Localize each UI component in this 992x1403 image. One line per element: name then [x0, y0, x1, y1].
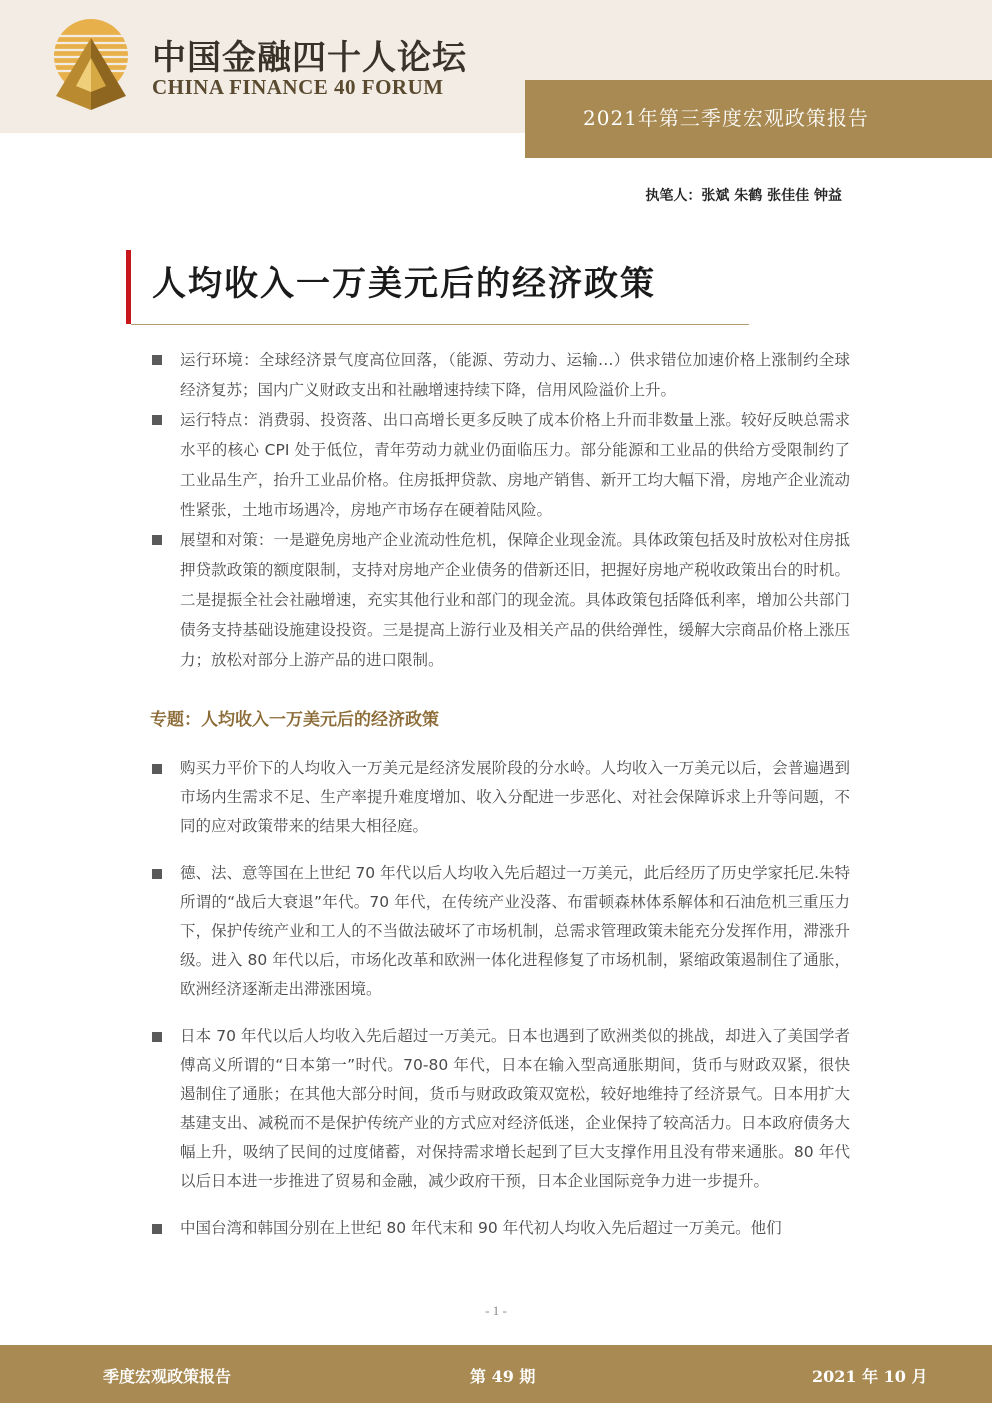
footer-report-name: 季度宏观政策报告 — [103, 1367, 232, 1386]
footer-issue-number: 第 49 期 — [470, 1367, 536, 1386]
bullet-text: 展望和对策：一是避免房地产企业流动性危机，保障企业现金流。具体政策包括及时放松对住房抵押贷款政策的额度限制，支持对房地产企业债务的借新还旧，把握好房地产税收政策出台的时机。二是提振全社会社融增速，充实其他行业和部门的现金流。具体政策包括降低利率，增加公共部门债务支持基础设施建设投资。三是提高上游行业及相关产品的供给弹性，缓解大宗商品价格上涨压力；放松对部分上游产品的进口限制。 — [180, 531, 850, 669]
bullet-square-icon — [152, 1032, 162, 1042]
brand-name-cn: 中国金融四十人论坛 — [152, 38, 467, 78]
summary-bullet — [150, 405, 850, 525]
bullet-square-icon — [152, 869, 162, 879]
topic-bullet — [150, 754, 850, 841]
bullet-text: 运行环境：全球经济景气度高位回落，（能源、劳动力、运输…）供求错位加速价格上涨制约全球经济复苏；国内广义财政支出和社融增速持续下降，信用风险溢价上升。 — [180, 351, 850, 399]
bullet-square-icon — [152, 355, 162, 365]
bullet-square-icon — [152, 764, 162, 774]
brand-name-en: CHINA FINANCE 40 FORUM — [152, 75, 444, 99]
bullet-text: 购买力平价下的人均收入一万美元是经济发展阶段的分水岭。人均收入一万美元以后，会普遍遇到市场内生需求不足、生产率提升难度增加、收入分配进一步恶化、对社会保障诉求上升等问题，不同的应对政策带来的结果大相径庭。 — [180, 759, 850, 835]
topic-bullet — [150, 1214, 850, 1243]
bullet-square-icon — [152, 535, 162, 545]
summary-list — [150, 345, 850, 675]
report-title-banner — [525, 80, 992, 158]
topic-bullet — [150, 1022, 850, 1196]
title-accent-bar — [126, 250, 131, 324]
page-title: 人均收入一万美元后的经济政策 — [152, 264, 656, 304]
bullet-text: 中国台湾和韩国分别在上世纪 80 年代末和 90 年代初人均收入先后超过一万美元。他们 — [180, 1219, 782, 1237]
authors-line: 执笔人：张斌 朱鹤 张佳佳 钟益 — [645, 188, 842, 204]
topic-list — [150, 754, 850, 1243]
section-heading: 专题：人均收入一万美元后的经济政策 — [150, 710, 439, 730]
page-number: - 1 - — [485, 1303, 507, 1318]
bullet-text: 德、法、意等国在上世纪 70 年代以后人均收入先后超过一万美元，此后经历了历史学家托尼.朱特所谓的“战后大衰退”年代。70 年代，在传统产业没落、布雷顿森林体系解体和石油危机三重压力下，保护传统产业和工人的不当做法破坏了市场机制，总需求管理政策未能充分发挥作用，滞涨升级。进入 80 年代以后，市场化改革和欧洲一体化进程修复了市场机制，紧缩政策遏制住了通胀，欧洲经济逐渐走出滞涨困境。 — [180, 864, 851, 998]
bullet-square-icon — [152, 1224, 162, 1234]
report-title: 2021年第三季度宏观政策报告 — [583, 106, 869, 130]
summary-bullet — [150, 525, 850, 675]
cf40-logo-icon — [50, 18, 132, 110]
bullet-text: 日本 70 年代以后人均收入先后超过一万美元。日本也遇到了欧洲类似的挑战，却进入了美国学者傅高义所谓的“日本第一”时代。70-80 年代，日本在输入型高通胀期间，货币与财政双紧，很快遏制住了通胀；在其他大部分时间，货币与财政政策双宽松，较好地维持了经济景气。日本用扩大基建支出、减税而不是保护传统产业的方式应对经济低迷，企业保持了较高活力。日本政府债务大幅上升，吸纳了民间的过度储蓄，对保持需求增长起到了巨大支撑作用且没有带来通胀。80 年代以后日本进一步推进了贸易和金融，减少政府干预，日本企业国际竞争力进一步提升。 — [180, 1027, 850, 1190]
topic-bullet — [150, 859, 850, 1004]
title-divider — [131, 324, 749, 325]
bullet-text: 运行特点：消费弱、投资落、出口高增长更多反映了成本价格上升而非数量上涨。较好反映总需求水平的核心 CPI 处于低位，青年劳动力就业仍面临压力。部分能源和工业品的供给方受限制约了工业品生产，抬升工业品价格。住房抵押贷款、房地产销售、新开工均大幅下滑，房地产企业流动性紧张，土地市场遇冷，房地产市场存在硬着陆风险。 — [180, 411, 850, 519]
footer-bar — [0, 1345, 992, 1403]
bullet-square-icon — [152, 415, 162, 425]
summary-bullet — [150, 345, 850, 405]
footer-date: 2021 年 10 月 — [812, 1367, 928, 1386]
